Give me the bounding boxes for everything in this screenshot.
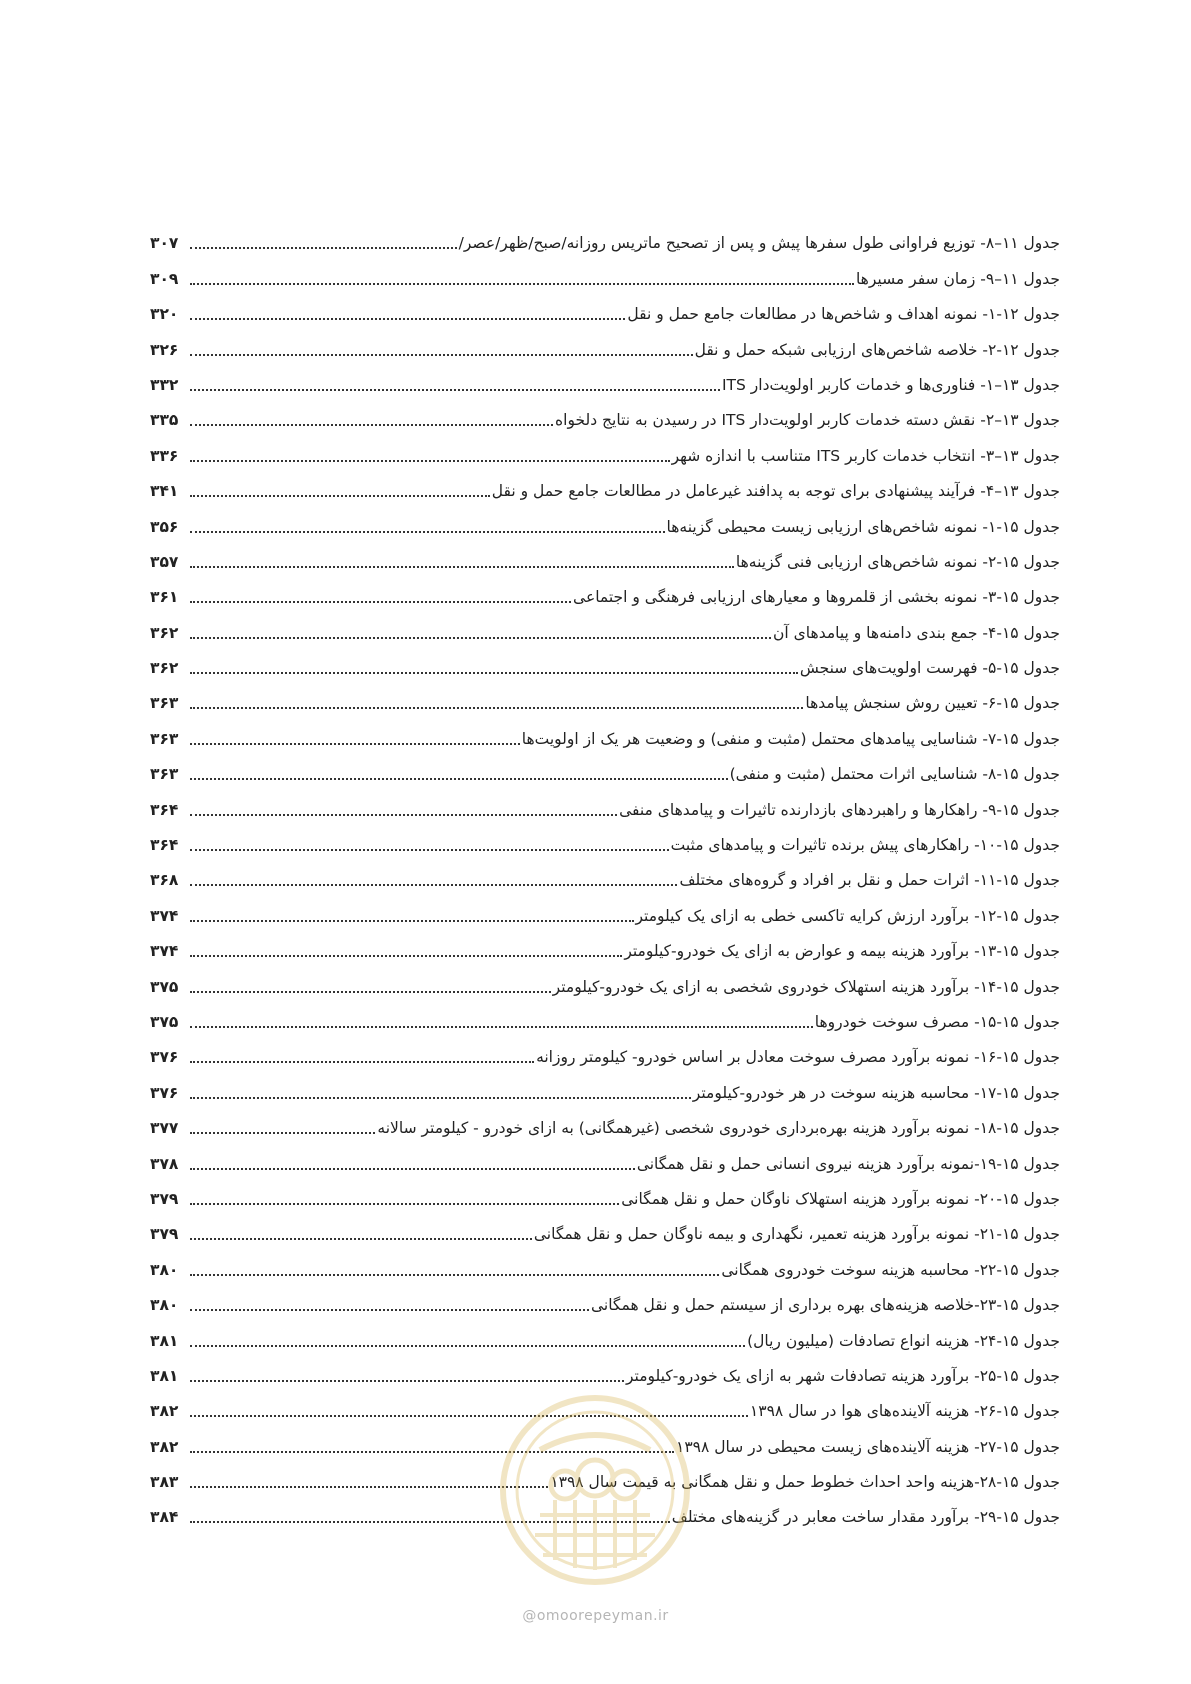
dot-leader	[190, 990, 551, 993]
watermark-site	[0, 1608, 1191, 1624]
toc-row-label: جدول ۱۵-۳- نمونه بخشی از قلمروها و معیارهای ارزیابی فرهنگی و اجتماعی	[573, 588, 1060, 607]
toc-row-label: جدول ۱۵-۱۳- برآورد هزینه بیمه و عوارض به ازای یک خودرو-کیلومتر	[624, 942, 1060, 961]
dot-leader	[190, 1096, 691, 1099]
dot-leader	[190, 919, 634, 922]
dot-leader	[190, 883, 677, 886]
dot-leader	[190, 742, 520, 745]
toc-row-page-number: ۳۷۶	[150, 1083, 179, 1102]
toc-row-page-number: ۳۸۴	[150, 1508, 179, 1527]
toc-row	[150, 1174, 1060, 1209]
dot-leader	[190, 246, 457, 249]
dot-leader	[190, 423, 553, 426]
toc-row-page-number: ۳۲۰	[150, 305, 179, 324]
toc-row	[150, 961, 1060, 996]
toc-row-label: جدول ۱۵-۶- تعیین روش سنجش پیامدها	[805, 694, 1060, 713]
toc-row-label: جدول ۱۵-۱۴- برآورد هزینه استهلاک خودروی شخصی به ازای یک خودرو-کیلومتر	[552, 977, 1060, 996]
dot-leader	[190, 1202, 619, 1205]
toc-row-page-number: ۳۸۲	[150, 1402, 179, 1421]
toc-row-page-number: ۳۶۳	[150, 729, 179, 748]
toc-row-label: جدول ۱۵-۲۷- هزینه آلاینده‌های زیست محیطی در سال ۱۳۹۸	[676, 1437, 1060, 1456]
toc-row-page-number: ۳۸۱	[150, 1331, 179, 1350]
toc-row	[150, 643, 1060, 678]
toc-row-label: جدول ۱۵-۱۰- راهکارهای پیش برنده تاثیرات و پیامدهای مثبت	[670, 836, 1060, 855]
toc-row-page-number: ۳۲۶	[150, 340, 179, 359]
toc-row-page-number: ۳۶۲	[150, 659, 179, 678]
toc-row-label: جدول ۱۵-۱۸- نمونه برآورد هزینه بهره‌برداری خودروی شخصی (غیرهمگانی) به ازای خودرو - کیلومتر سالانه	[377, 1119, 1060, 1138]
dot-leader	[190, 1237, 532, 1240]
toc-row	[150, 1315, 1060, 1350]
toc-row	[150, 1067, 1060, 1102]
toc-row	[150, 572, 1060, 607]
toc-row	[150, 855, 1060, 890]
toc-row-label: جدول ۱۵-۲۹- برآورد مقدار ساخت معابر در گزینه‌های مختلف	[671, 1508, 1060, 1527]
toc-row-label: جدول ۱۵-۵- فهرست اولویت‌های سنجش	[799, 659, 1060, 678]
toc-row	[150, 1280, 1060, 1315]
toc-row-page-number: ۳۵۶	[150, 517, 179, 536]
toc-row-page-number: ۳۷۴	[150, 906, 179, 925]
dot-leader	[190, 636, 771, 639]
dot-leader	[190, 600, 571, 603]
dot-leader	[190, 1308, 589, 1311]
toc-row-label: جدول ۱۵-۱۹-نمونه برآورد هزینه نیروی انسانی حمل و نقل همگانی	[636, 1154, 1060, 1173]
toc-row	[150, 253, 1060, 288]
toc-row-page-number: ۳۸۰	[150, 1296, 179, 1315]
toc-row-label: جدول ۱۵-۲۶- هزینه آلاینده‌های هوا در سال ۱۳۹۸	[749, 1402, 1060, 1421]
toc-row-label: جدول ۱۵-۲۴- هزینه انواع تصادفات (میلیون ریال)	[747, 1331, 1060, 1350]
toc-row-label: جدول ۱۵-۲۱- نمونه برآورد هزینه تعمیر، نگهداری و بیمه ناوگان حمل و نقل همگانی	[533, 1225, 1060, 1244]
toc-row-label: جدول ۱۵-۱۲- برآورد ارزش کرایه تاکسی خطی به ازای یک کیلومتر	[635, 906, 1060, 925]
toc-row-page-number: ۳۸۱	[150, 1366, 179, 1385]
toc-row-label: جدول ۱۵-۹- راهکارها و راهبردهای بازدارنده تاثیرات و پیامدهای منفی	[619, 800, 1060, 819]
toc-row	[150, 784, 1060, 819]
toc-row	[150, 360, 1060, 395]
toc-row	[150, 713, 1060, 748]
dot-leader	[190, 565, 734, 568]
dot-leader	[190, 1025, 813, 1028]
toc-row-page-number: ۳۶۱	[150, 588, 179, 607]
toc-row-label: جدول ۱۵-۴- جمع بندی دامنه‌ها و پیامدهای آن	[773, 623, 1060, 642]
toc-row-label: جدول ۱۵-۱۷- محاسبه هزینه سوخت در هر خودرو-کیلومتر	[692, 1083, 1060, 1102]
toc-row	[150, 1351, 1060, 1386]
table-of-contents	[150, 218, 1060, 1527]
toc-row-label: جدول ۱۵-۸- شناسایی اثرات محتمل (مثبت و منفی)	[729, 765, 1060, 784]
dot-leader	[190, 1344, 745, 1347]
toc-row-page-number: ۳۰۷	[150, 234, 179, 253]
toc-row-label: جدول ۱۵-۲- نمونه شاخص‌های ارزیابی فنی گزینه‌ها	[735, 552, 1060, 571]
toc-row	[150, 1244, 1060, 1279]
toc-row	[150, 537, 1060, 572]
dot-leader	[190, 1060, 534, 1063]
toc-row	[150, 997, 1060, 1032]
dot-leader	[190, 494, 490, 497]
toc-row	[150, 501, 1060, 536]
toc-row-page-number: ۳۳۶	[150, 446, 179, 465]
dot-leader	[190, 1379, 624, 1382]
at-icon: @	[522, 1608, 537, 1624]
toc-row	[150, 289, 1060, 324]
toc-row-page-number: ۳۷۴	[150, 942, 179, 961]
toc-row-page-number: ۳۷۶	[150, 1048, 179, 1067]
toc-row-label: جدول ۱۵-۱۶- نمونه برآورد مصرف سوخت معادل بر اساس خودرو- کیلومتر روزانه	[536, 1048, 1060, 1067]
toc-row-label: جدول ۱۲-۲- خلاصه شاخص‌های ارزیابی شبکه حمل و نقل	[694, 340, 1060, 359]
toc-row-page-number: ۳۸۳	[150, 1473, 179, 1492]
toc-row-label: جدول ۱۳–۲- نقش دسته خدمات کاربر اولویت‌دار ITS در رسیدن به نتایج دلخواه	[555, 411, 1060, 430]
toc-row-page-number: ۳۳۵	[150, 411, 179, 430]
toc-row-label: جدول ۱۵-۱۱- اثرات حمل و نقل بر افراد و گروه‌های مختلف	[679, 871, 1060, 890]
toc-row	[150, 678, 1060, 713]
toc-row	[150, 749, 1060, 784]
toc-row-label: جدول ۱۳–۳- انتخاب خدمات کاربر ITS متناسب با اندازه شهر	[671, 446, 1060, 465]
toc-row-page-number: ۳۵۷	[150, 552, 179, 571]
toc-row-page-number: ۳۷۷	[150, 1119, 179, 1138]
toc-row-label: جدول ۱۵-۲۸-هزینه واحد احداث خطوط حمل و نقل همگانی به قیمت سال ۱۳۹۸	[550, 1473, 1060, 1492]
toc-row-label: جدول ۱۱–۸- توزیع فراوانی طول سفرها پیش و پس از تصحیح ماتریس روزانه/صبح/ظهر/عصر/	[458, 234, 1060, 253]
toc-row-label: جدول ۱۱–۹- زمان سفر مسیرها	[855, 269, 1060, 288]
toc-row-label: جدول ۱۵-۲۰- نمونه برآورد هزینه استهلاک ناوگان حمل و نقل همگانی	[621, 1189, 1060, 1208]
toc-row-page-number: ۳۶۴	[150, 836, 179, 855]
toc-row-label: جدول ۱۲-۱- نمونه اهداف و شاخص‌ها در مطالعات جامع حمل و نقل	[627, 305, 1060, 324]
watermark-site-text: omoorepeyman.ir	[536, 1608, 669, 1624]
toc-row-page-number: ۳۸۰	[150, 1260, 179, 1279]
dot-leader	[190, 777, 728, 780]
dot-leader	[190, 459, 670, 462]
toc-row-page-number: ۳۴۱	[150, 482, 179, 501]
toc-row	[150, 324, 1060, 359]
toc-row	[150, 890, 1060, 925]
toc-row	[150, 395, 1060, 430]
toc-row	[150, 1138, 1060, 1173]
toc-row-page-number: ۳۶۸	[150, 871, 179, 890]
toc-row	[150, 218, 1060, 253]
toc-row	[150, 1032, 1060, 1067]
dot-leader	[190, 954, 622, 957]
toc-row-page-number: ۳۷۹	[150, 1225, 179, 1244]
toc-row-label: جدول ۱۳–۱- فناوری‌ها و خدمات کاربر اولویت‌دار ITS	[721, 375, 1060, 394]
dot-leader	[190, 353, 693, 356]
toc-row-page-number: ۳۷۵	[150, 1012, 179, 1031]
toc-row-page-number: ۳۶۲	[150, 623, 179, 642]
watermark-seal-icon	[495, 1390, 695, 1590]
toc-row-page-number: ۳۳۲	[150, 375, 179, 394]
dot-leader	[190, 671, 798, 674]
toc-row-page-number: ۳۰۹	[150, 269, 179, 288]
toc-row	[150, 820, 1060, 855]
dot-leader	[190, 813, 617, 816]
toc-row-label: جدول ۱۵-۲۵- برآورد هزینه تصادفات شهر به ازای یک خودرو-کیلومتر	[625, 1366, 1060, 1385]
dot-leader	[190, 848, 669, 851]
toc-row-page-number: ۳۶۳	[150, 765, 179, 784]
toc-row	[150, 607, 1060, 642]
toc-row-label: جدول ۱۵-۱۵- مصرف سوخت خودروها	[814, 1012, 1060, 1031]
toc-row	[150, 926, 1060, 961]
dot-leader	[190, 388, 720, 391]
toc-row-label: جدول ۱۵-۱- نمونه شاخص‌های ارزیابی زیست محیطی گزینه‌ها	[666, 517, 1060, 536]
toc-row-label: جدول ۱۵-۲۳-خلاصه هزینه‌های بهره برداری از سیستم حمل و نقل همگانی	[590, 1296, 1060, 1315]
toc-row-label: جدول ۱۵-۷- شناسایی پیامدهای محتمل (مثبت و منفی) و وضعیت هر یک از اولویت‌ها	[521, 729, 1060, 748]
toc-row	[150, 466, 1060, 501]
toc-row-page-number: ۳۶۴	[150, 800, 179, 819]
dot-leader	[190, 282, 854, 285]
toc-row-label: جدول ۱۵-۲۲- محاسبه هزینه سوخت خودروی همگانی	[721, 1260, 1060, 1279]
toc-row-page-number: ۳۷۵	[150, 977, 179, 996]
dot-leader	[190, 1167, 635, 1170]
toc-row-page-number: ۳۷۸	[150, 1154, 179, 1173]
dot-leader	[190, 530, 665, 533]
toc-row-page-number: ۳۷۹	[150, 1189, 179, 1208]
dot-leader	[190, 1273, 719, 1276]
toc-row-label: جدول ۱۳–۴- فرآیند پیشنهادی برای توجه به پدافند غیرعامل در مطالعات جامع حمل و نقل	[491, 482, 1060, 501]
dot-leader	[190, 317, 625, 320]
toc-row	[150, 430, 1060, 465]
dot-leader	[190, 1131, 375, 1134]
toc-row	[150, 1209, 1060, 1244]
dot-leader	[190, 706, 803, 709]
toc-row-page-number: ۳۶۳	[150, 694, 179, 713]
toc-row	[150, 1103, 1060, 1138]
toc-row-page-number: ۳۸۲	[150, 1437, 179, 1456]
